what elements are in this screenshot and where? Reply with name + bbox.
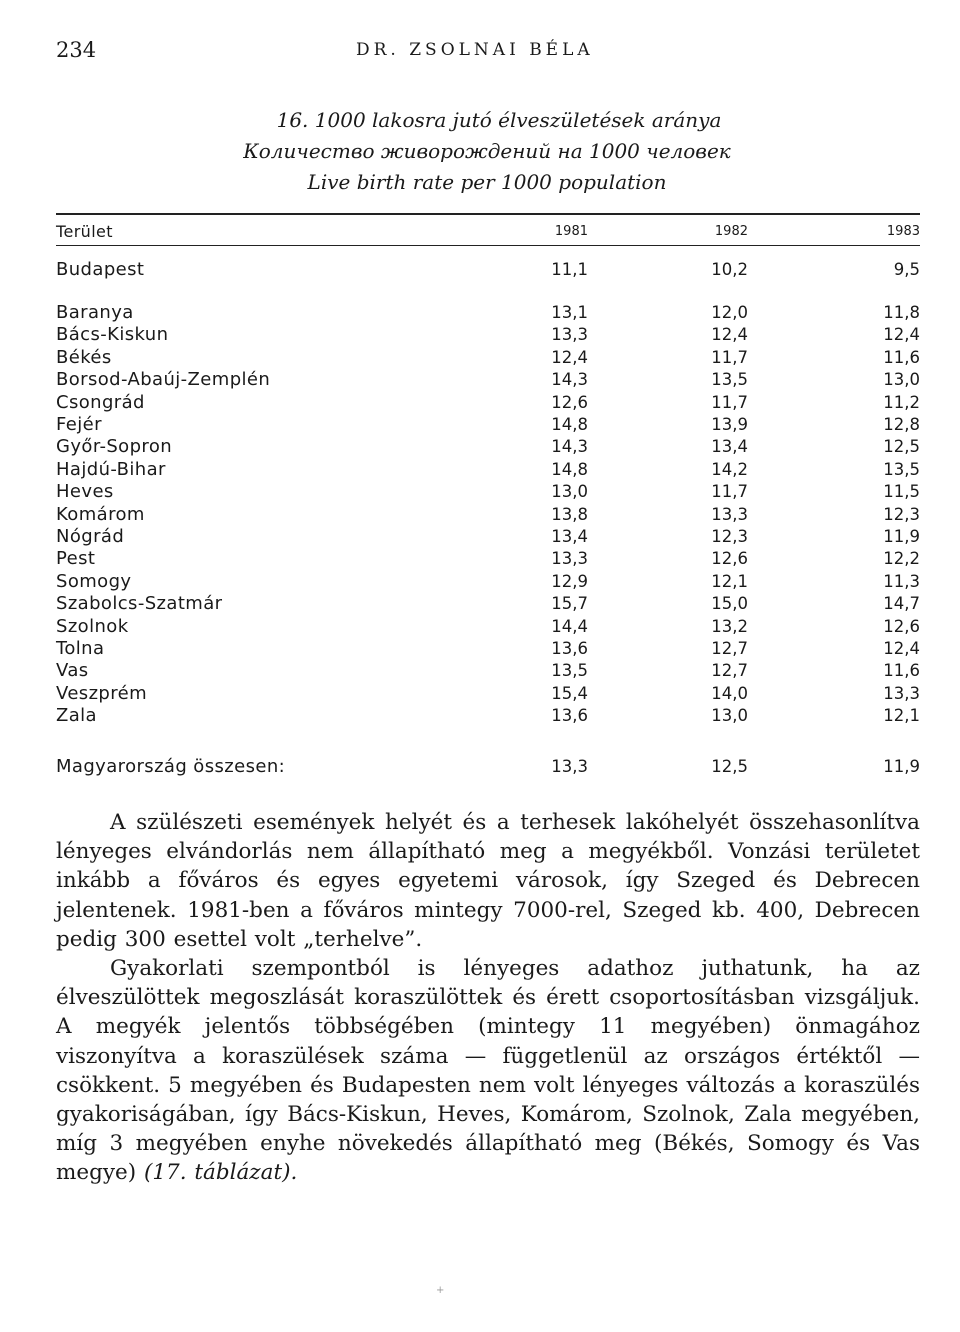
table-title-block — [56, 105, 918, 198]
row-label: Veszprém — [56, 682, 148, 704]
cell-1981: 14,8 — [551, 459, 588, 479]
cell-1983: 12,5 — [883, 437, 920, 457]
row-label: Győr-Sopron — [56, 436, 173, 458]
table-header-row — [56, 220, 920, 243]
row-label: Budapest — [56, 259, 145, 280]
cell-1981: 13,3 — [551, 549, 588, 569]
cell-1982: 14,2 — [711, 459, 748, 479]
cell-1983: 12,4 — [883, 325, 920, 345]
row-label: Nógrád — [56, 526, 125, 547]
cell-1981: 11,1 — [551, 260, 588, 279]
table-row — [56, 323, 920, 346]
cell-1982: 11,7 — [711, 347, 748, 367]
table-row — [56, 637, 920, 660]
paragraph-2-text: Gyakorlati szempontból is lényeges adathoz juthatunk, ha az élveszülöttek megoszlását koraszülöttek és érett csoportosításban vizsgáljuk. A megyék jelentős többségében (mintegy 11 megyében) önmagához viszonyítva a koraszülések száma — függetlenül az országos értéktől — csökkent. 5 megyében és Budapesten nem volt lényeges változás a koraszülés gyakoriságában, így Bács-Kiskun, Heves, Komárom, Szolnok, Zala megyében, míg 3 megyében enyhe növekedés állapítható meg (Békés, Somogy és Vas megye) — [56, 956, 920, 1186]
row-label: Békés — [56, 346, 112, 368]
table-row — [56, 525, 920, 548]
cell-1983: 9,5 — [893, 260, 920, 279]
table-row — [56, 503, 920, 526]
cell-1982: 12,0 — [711, 303, 748, 322]
scan-speck: + — [436, 1285, 445, 1296]
table-row — [56, 413, 920, 436]
table-row — [56, 570, 920, 593]
cell-1981: 13,4 — [551, 527, 588, 546]
table-row-capital — [56, 258, 920, 281]
body-text — [56, 808, 920, 1188]
column-header-1982: 1982 — [714, 224, 748, 239]
row-label: Fejér — [56, 414, 102, 435]
row-label: Heves — [56, 481, 114, 503]
page-number: 234 — [56, 38, 97, 62]
table-row — [56, 547, 920, 570]
table-row — [56, 659, 920, 682]
cell-1983: 12,4 — [883, 639, 920, 658]
row-label: Szabolcs-Szatmár — [56, 593, 223, 615]
column-header-area: Terület — [56, 222, 113, 241]
row-label: Borsod-Abaúj-Zemplén — [56, 369, 271, 391]
cell-1983: 12,6 — [883, 616, 920, 636]
cell-1981: 13,3 — [551, 757, 588, 776]
cell-1983: 11,8 — [883, 303, 920, 322]
row-label: Pest — [56, 548, 96, 570]
cell-1983: 12,2 — [883, 549, 920, 569]
row-label: Tolna — [56, 638, 105, 659]
table-header-rule — [56, 245, 920, 246]
table-row — [56, 368, 920, 391]
cell-1983: 13,0 — [883, 370, 920, 390]
table-row — [56, 346, 920, 369]
cell-1983: 11,3 — [883, 571, 920, 591]
cell-1982: 13,3 — [711, 504, 748, 524]
cell-1982: 13,0 — [711, 706, 748, 726]
cell-1981: 13,6 — [551, 706, 588, 726]
cell-1981: 12,4 — [551, 347, 588, 367]
row-label: Magyarország összesen: — [56, 756, 286, 777]
table-row — [56, 615, 920, 638]
cell-1981: 12,6 — [551, 392, 588, 412]
running-head — [56, 38, 916, 68]
cell-1981: 15,4 — [551, 683, 588, 703]
cell-1982: 13,4 — [711, 437, 748, 457]
column-header-1981: 1981 — [554, 224, 588, 239]
cell-1983: 13,3 — [883, 683, 920, 703]
cell-1982: 11,7 — [711, 482, 748, 502]
row-label: Szolnok — [56, 615, 129, 637]
cell-1983: 12,3 — [883, 504, 920, 524]
table-row — [56, 592, 920, 615]
table-title-english: Live birth rate per 1000 population — [307, 170, 667, 194]
cell-1981: 13,1 — [551, 303, 588, 322]
cell-1983: 11,6 — [883, 347, 920, 367]
row-label: Csongrád — [56, 391, 145, 413]
paragraph-1: A szülészeti események helyét és a terhesek lakóhelyét összehasonlítva lényeges elvándorlás nem állapítható meg a megyékből. Vonzási területet inkább a főváros és egyes egyetemi városok, így Szeged és Debrecen jelentenek. 1981-ben a főváros mintegy 7000-rel, Szeged kb. 400, Debrecen pedig 300 esettel volt „terhelve”. — [56, 810, 920, 952]
row-label: Vas — [56, 660, 89, 682]
cell-1981: 14,3 — [551, 370, 588, 390]
cell-1981: 13,6 — [551, 639, 588, 658]
cell-1981: 13,8 — [551, 504, 588, 524]
cell-1983: 12,1 — [883, 706, 920, 726]
cell-1983: 11,5 — [883, 482, 920, 502]
cell-1983: 11,2 — [883, 392, 920, 412]
cell-1982: 11,7 — [711, 392, 748, 412]
table-row — [56, 301, 920, 324]
cell-1982: 12,4 — [711, 325, 748, 345]
table-row — [56, 704, 920, 727]
table-row — [56, 391, 920, 414]
cell-1981: 15,7 — [551, 594, 588, 614]
cell-1981: 14,4 — [551, 616, 588, 636]
row-label: Hajdú-Bihar — [56, 458, 166, 480]
table-top-rule — [56, 213, 920, 215]
table-row — [56, 458, 920, 481]
cell-1983: 11,9 — [883, 757, 920, 776]
cell-1983: 14,7 — [883, 594, 920, 614]
cell-1982: 13,2 — [711, 616, 748, 636]
table-title-hungarian: 16. 1000 lakosra jutó élveszületések aránya — [276, 108, 722, 132]
paragraph-2 — [56, 954, 920, 1188]
cell-1982: 12,7 — [711, 661, 748, 681]
cell-1982: 10,2 — [711, 260, 748, 279]
table-row — [56, 435, 920, 458]
row-label: Baranya — [56, 302, 134, 323]
table-reference: (17. táblázat). — [143, 1160, 298, 1186]
cell-1982: 13,9 — [711, 415, 748, 434]
table-title-russian: Количество живорождений на 1000 человек — [243, 139, 731, 163]
cell-1981: 13,3 — [551, 325, 588, 345]
cell-1981: 14,3 — [551, 437, 588, 457]
row-label: Somogy — [56, 570, 132, 592]
cell-1982: 12,6 — [711, 549, 748, 569]
row-label: Bács-Kiskun — [56, 324, 169, 346]
cell-1981: 13,0 — [551, 482, 588, 502]
cell-1983: 11,6 — [883, 661, 920, 681]
column-header-1983: 1983 — [886, 224, 920, 239]
cell-1983: 12,8 — [883, 415, 920, 434]
cell-1982: 13,5 — [711, 370, 748, 390]
table-row-total — [56, 755, 920, 778]
row-label: Komárom — [56, 503, 145, 525]
cell-1981: 14,8 — [551, 415, 588, 434]
cell-1982: 15,0 — [711, 594, 748, 614]
row-label: Zala — [56, 705, 97, 727]
cell-1982: 12,1 — [711, 571, 748, 591]
cell-1981: 13,5 — [551, 661, 588, 681]
cell-1982: 14,0 — [711, 683, 748, 703]
cell-1982: 12,5 — [711, 757, 748, 776]
cell-1983: 13,5 — [883, 459, 920, 479]
author-name: DR. ZSOLNAI BÉLA — [356, 40, 594, 60]
table-row — [56, 682, 920, 705]
cell-1983: 11,9 — [883, 527, 920, 546]
cell-1981: 12,9 — [551, 571, 588, 591]
cell-1982: 12,7 — [711, 639, 748, 658]
table-row — [56, 480, 920, 503]
cell-1982: 12,3 — [711, 527, 748, 546]
